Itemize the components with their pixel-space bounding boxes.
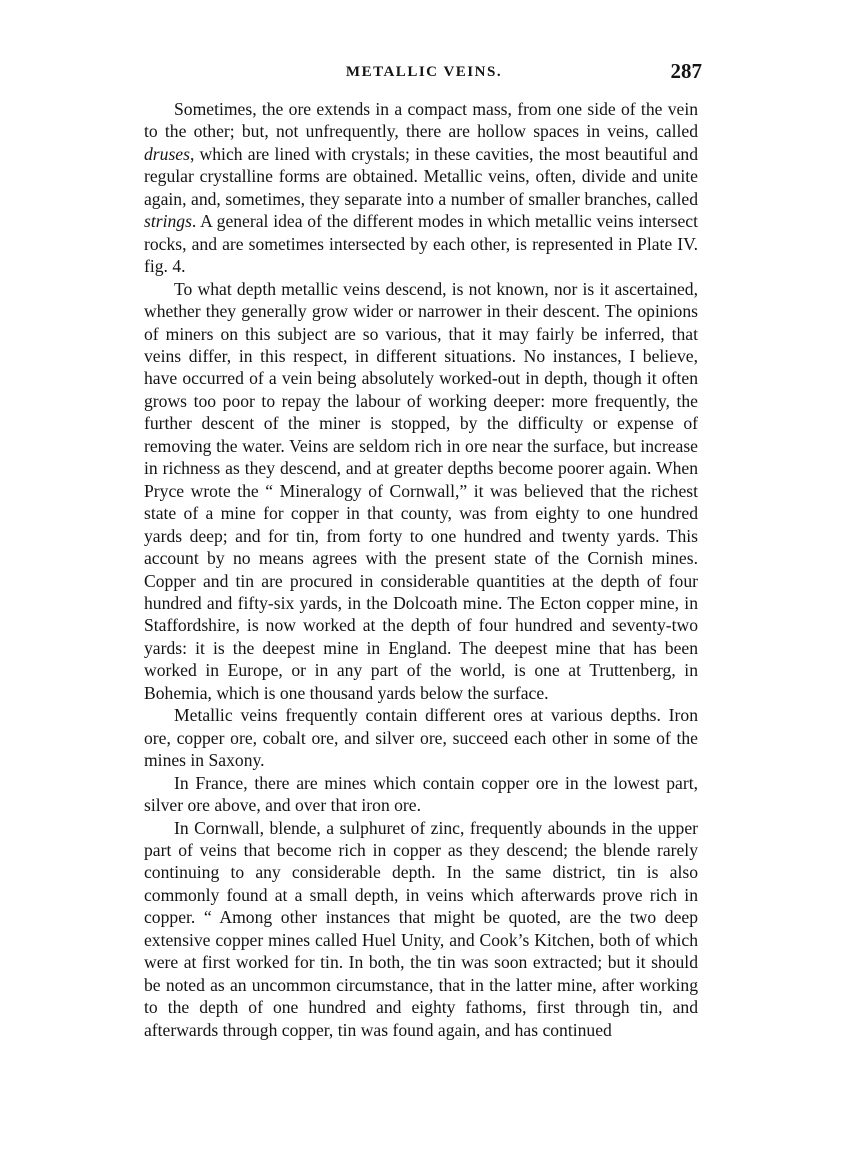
paragraph [144, 817, 698, 1042]
italic-term-druses: druses [144, 143, 190, 164]
page-number: 287 [670, 59, 702, 83]
text-run: . A general idea of the different modes in which metallic veins intersect rocks, and are sometimes intersected by each other, is represented in Plate IV. fig. 4. [144, 211, 698, 277]
paragraph [144, 278, 698, 705]
paragraph [144, 704, 698, 771]
paragraph [144, 98, 698, 278]
text-run: In Cornwall, blende, a sulphuret of zinc, frequently abounds in the upper part of veins that become rich in copper as they descend; the blende rarely continuing to any considerable depth. In the same district, tin is also commonly found at a small depth, in veins which afterwards prove rich in copper. “ Among other instances that might be quoted, are the two deep extensive copper mines called Huel Unity, and Cook’s Kitchen, both of which were at first worked for tin. In both, the tin was soon extracted; but it should be noted as an uncommon circumstance, that in the latter mine, after working to the depth of one hundred and eighty fathoms, first through tin, and afterwards through copper, tin was found again, and has continued [144, 817, 698, 1040]
page-header [144, 59, 704, 88]
text-run: Sometimes, the ore extends in a compact mass, from one side of the vein to the other; but, not unfrequently, there are hollow spaces in veins, called [144, 99, 698, 142]
body-text [144, 98, 698, 1041]
text-run: , which are lined with crystals; in these cavities, the most beautiful and regular crystalline forms are obtained. Metallic veins, often, divide and unite again, and, sometimes, they separate into a number of smaller branches, called [144, 143, 698, 209]
text-run: In France, there are mines which contain copper ore in the lowest part, silver ore above, and over that iron ore. [144, 772, 698, 816]
running-title: METALLIC VEINS. [345, 64, 503, 80]
text-run: Metallic veins frequently contain different ores at various depths. Iron ore, copper ore, cobalt ore, and silver ore, succeed each other in some of the mines in Saxony. [144, 705, 698, 771]
text-run: To what depth metallic veins descend, is not known, nor is it ascertained, whether they generally grow wider or narrower in their descent. The opinions of miners on this subject are so various, that it may fairly be inferred, that veins differ, in this respect, in different situations. No instances, I believe, have occurred of a vein being absolutely worked-out in depth, though it often grows too poor to repay the labour of working deeper: more frequently, the further descent of the miner is stopped, by the difficulty or expense of removing the water. Veins are seldom rich in ore near the surface, but increase in richness as they descend, and at greater depths become poorer again. When Pryce wrote the “ Mineralogy of Cornwall,” it was believed that the richest state of a mine for copper in that county, was from eighty to one hundred yards deep; and for tin, from forty to one hundred and twenty yards. This account by no means agrees with the present state of the Cornish mines. Copper and tin are procured in considerable quantities at the depth of four hundred and fifty-six yards, in the Dolcoath mine. The Ecton copper mine, in Staffordshire, is now worked at the depth of four hundred and seventy-two yards: it is the deepest mine in England. The deepest mine that has been worked in Europe, or in any part of the world, is one at Truttenberg, in Bohemia, which is one thousand yards below the surface. [144, 278, 698, 703]
italic-term-strings: strings [144, 211, 192, 232]
paragraph [144, 772, 698, 817]
